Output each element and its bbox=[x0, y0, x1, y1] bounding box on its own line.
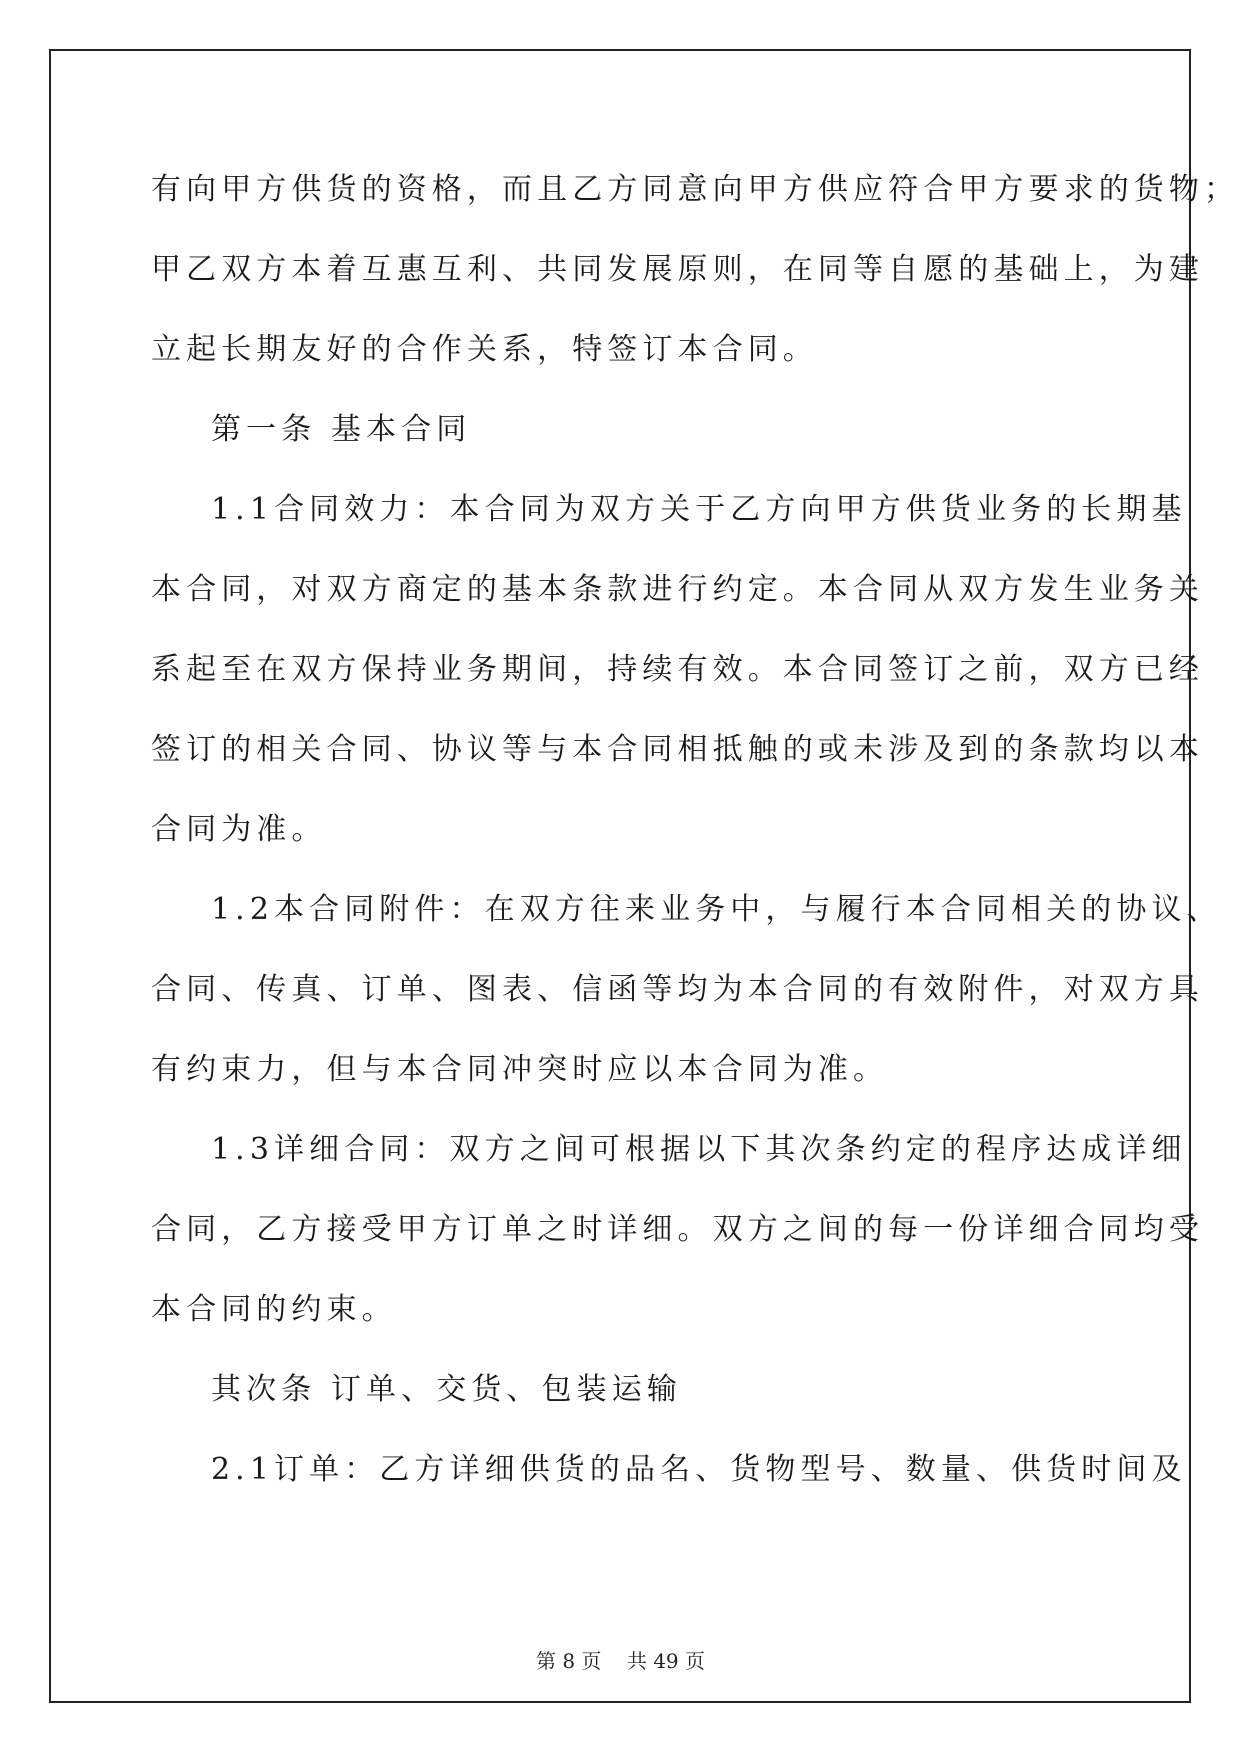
clause-line: 1.3详细合同：双方之间可根据以下其次条约定的程序达成详细 bbox=[211, 1132, 1187, 1167]
section-heading: 第一条 基本合同 bbox=[211, 412, 472, 447]
text-line: 立起长期友好的合作关系，特签订本合同。 bbox=[151, 332, 818, 367]
section-heading: 其次条 订单、交货、包装运输 bbox=[211, 1372, 682, 1407]
page-number: 第 8 页 共 49 页 bbox=[535, 1649, 706, 1673]
text-line: 本合同，对双方商定的基本条款进行约定。本合同从双方发生业务关 bbox=[151, 572, 1204, 607]
clause-line: 1.1合同效力：本合同为双方关于乙方向甲方供货业务的长期基 bbox=[211, 492, 1187, 527]
clause-line: 1.2本合同附件：在双方往来业务中，与履行本合同相关的协议、 bbox=[211, 892, 1222, 927]
document-body bbox=[151, 150, 1240, 1510]
text-line: 有向甲方供货的资格，而且乙方同意向甲方供应符合甲方要求的货物； bbox=[151, 172, 1240, 207]
text-line: 本合同的约束。 bbox=[151, 1292, 397, 1327]
text-line: 有约束力，但与本合同冲突时应以本合同为准。 bbox=[151, 1052, 889, 1087]
text-line: 合同，乙方接受甲方订单之时详细。双方之间的每一份详细合同均受 bbox=[151, 1212, 1204, 1247]
text-line: 甲乙双方本着互惠互利、共同发展原则，在同等自愿的基础上，为建 bbox=[151, 252, 1204, 287]
text-line: 签订的相关合同、协议等与本合同相抵触的或未涉及到的条款均以本 bbox=[151, 732, 1204, 767]
text-line: 合同、传真、订单、图表、信函等均为本合同的有效附件，对双方具 bbox=[151, 972, 1204, 1007]
text-line: 系起至在双方保持业务期间，持续有效。本合同签订之前，双方已经 bbox=[151, 652, 1204, 687]
text-line: 合同为准。 bbox=[151, 812, 327, 847]
clause-line: 2.1订单：乙方详细供货的品名、货物型号、数量、供货时间及 bbox=[211, 1452, 1187, 1487]
